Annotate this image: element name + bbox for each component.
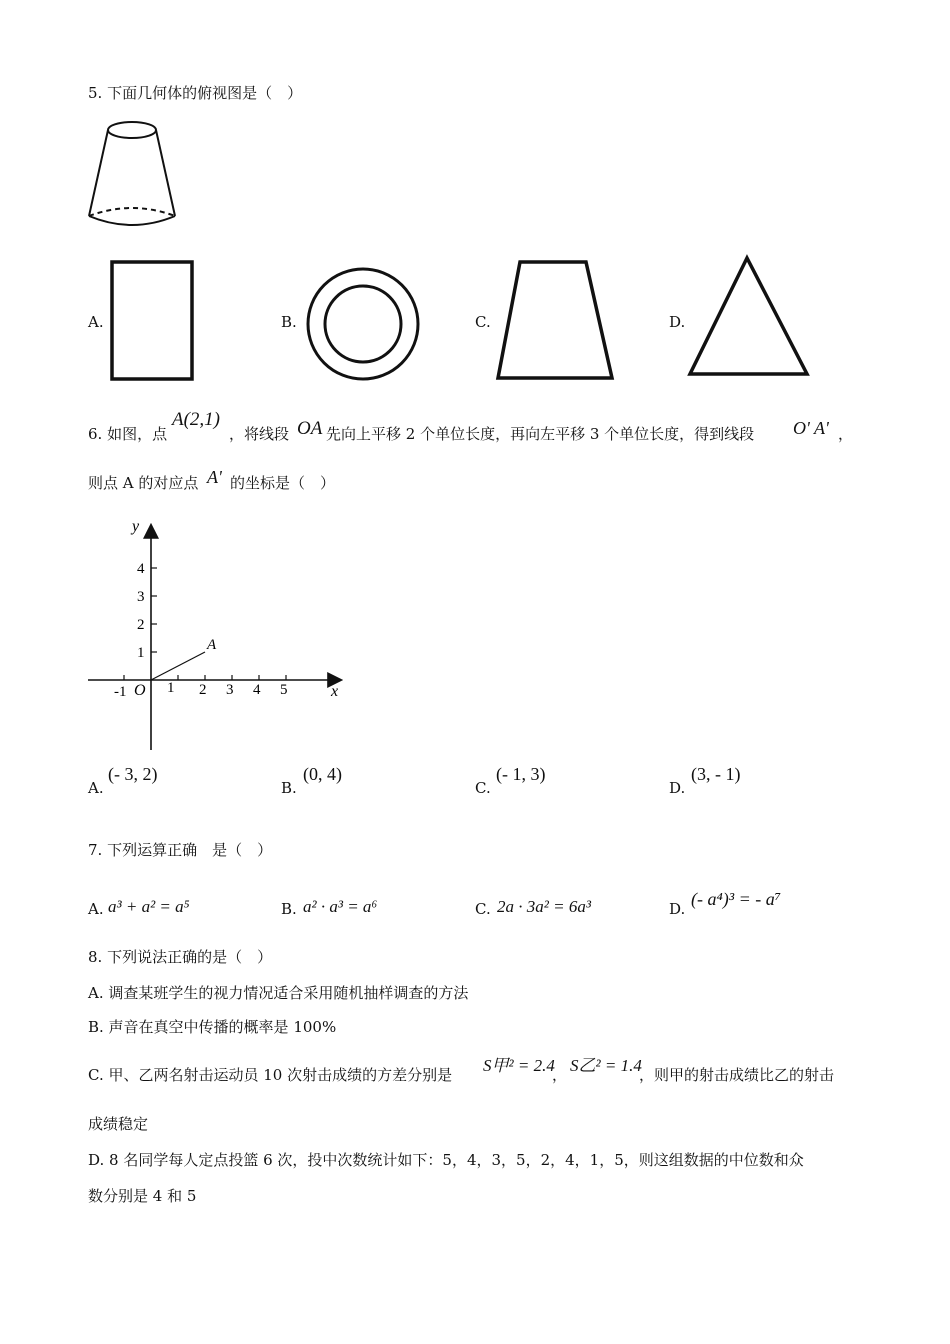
q8-variance-yi: S乙² = 1.4 [570, 1056, 642, 1075]
q7-option-d-expr[interactable]: (- a⁴)³ = - a⁷ [691, 889, 782, 909]
q6-line2-start: 则点 A 的对应点 [88, 474, 199, 492]
coordinate-graph [80, 512, 350, 757]
y-tick-label: 3 [137, 589, 145, 605]
q5-option-c-label[interactable]: C. [475, 313, 491, 331]
q5-option-a-label[interactable]: A. [88, 313, 104, 331]
q8-variance-jia: S甲² = 2.4 [483, 1056, 555, 1075]
y-tick-label: 4 [137, 561, 145, 577]
point-a-label: A [207, 637, 217, 653]
x-tick-label: 4 [253, 682, 261, 698]
x-tick-label: 3 [226, 682, 234, 698]
q7-stem: 7. 下列运算正确 是（ ） [88, 841, 273, 859]
frustum-figure [86, 118, 181, 230]
q8-option-a[interactable]: A. 调查某班学生的视力情况适合采用随机抽样调查的方法 [88, 984, 469, 1002]
q8-option-c-start[interactable]: C. 甲、乙两名射击运动员 10 次射击成绩的方差分别是 [88, 1066, 453, 1084]
q7-option-d-label[interactable]: D. [669, 900, 686, 918]
q8-stem: 8. 下列说法正确的是（ ） [88, 948, 273, 966]
q7-option-a-label[interactable]: A. [88, 900, 104, 918]
q8-option-d-line1[interactable]: D. 8 名同学每人定点投篮 6 次，投中次数统计如下：5，4，3，5，2，4，1，5，则这组数据的中位数和众 [88, 1151, 804, 1169]
y-tick-label: 1 [137, 645, 145, 661]
q5-option-d-label[interactable]: D. [669, 313, 686, 331]
q6-segment-oa-prime: O' A' [793, 418, 829, 438]
x-tick-label: 2 [199, 682, 207, 698]
q6-option-c-value[interactable]: (- 1, 3) [496, 764, 546, 784]
q8-option-c-end: ，则甲的射击成绩比乙的射击 [639, 1066, 835, 1084]
q6-point-a-prime: A' [207, 467, 222, 487]
q6-segment-oa: OA [297, 418, 323, 439]
q6-option-b-label[interactable]: B. [281, 779, 297, 797]
x-tick-label: 5 [280, 682, 288, 698]
q6-option-d-value[interactable]: (3, - 1) [691, 764, 741, 784]
q8-option-c-line2: 成绩稳定 [88, 1115, 149, 1133]
q7-option-b-label[interactable]: B. [281, 900, 297, 918]
q7-option-a-expr[interactable]: a³ + a² = a⁵ [108, 897, 190, 916]
y-axis-label: y [132, 518, 140, 535]
q6-point-a: A(2,1) [172, 409, 221, 430]
q6-option-b-value[interactable]: (0, 4) [303, 764, 342, 784]
q6-line2-end: 的坐标是（ ） [230, 474, 336, 492]
x-tick-label: -1 [114, 684, 127, 700]
q6-stem-d: ， [838, 425, 854, 443]
q6-stem-c: 先向上平移 2 个单位长度，再向左平移 3 个单位长度，得到线段 [326, 425, 755, 443]
q7-option-c-expr[interactable]: 2a · 3a² = 6a³ [497, 897, 591, 916]
q5-stem: 5. 下面几何体的俯视图是（ ） [88, 84, 303, 102]
q6-option-a-label[interactable]: A. [88, 779, 104, 797]
q8-option-b[interactable]: B. 声音在真空中传播的概率是 100% [88, 1018, 337, 1036]
x-tick-label: 1 [167, 680, 175, 696]
y-tick-label: 2 [137, 617, 145, 633]
q7-option-c-label[interactable]: C. [475, 900, 491, 918]
q6-stem-b: ，将线段 [229, 425, 290, 443]
q6-option-a-value[interactable]: (- 3, 2) [108, 764, 158, 784]
q7-option-b-expr[interactable]: a² · a³ = a⁶ [303, 897, 378, 916]
q6-stem-start: 6. 如图，点 [88, 425, 168, 443]
q8-option-c-sep: ， [552, 1066, 568, 1084]
option-d-triangle-figure [686, 252, 816, 382]
origin-label: O [134, 682, 146, 699]
q6-option-d-label[interactable]: D. [669, 779, 686, 797]
x-axis-label: x [331, 683, 339, 700]
option-b-circles-figure [303, 264, 423, 384]
option-a-rectangle-figure [108, 258, 198, 384]
q8-option-d-line2: 数分别是 4 和 5 [88, 1187, 197, 1205]
q6-option-c-label[interactable]: C. [475, 779, 491, 797]
q5-option-b-label[interactable]: B. [281, 313, 297, 331]
option-c-trapezoid-figure [494, 258, 619, 384]
